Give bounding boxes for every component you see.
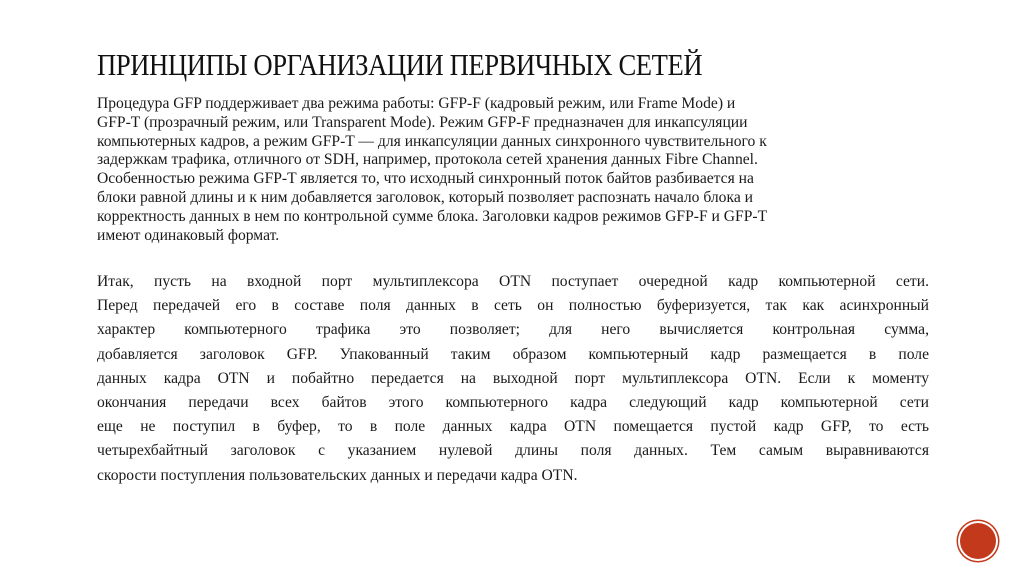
- slide-badge-circle-icon: [960, 523, 996, 559]
- paragraph-otn-process: [97, 270, 929, 488]
- text-line: корректность данных в нем по контрольной сумме блока. Заголовки кадров режимов GFP-F и GFP-T: [97, 207, 768, 225]
- text-line: блоки равной длины и к ним добавляется заголовок, который позволяет распознать начало блока и: [97, 188, 753, 206]
- text-line: Перед передачей его в составе поля данных в сеть он полностью буферизуется, так как асинхронный: [97, 297, 929, 315]
- paragraph-gfp-modes: [97, 95, 935, 245]
- text-line: Особенностью режима GFP-T является то, что исходный синхронный поток байтов разбивается на: [97, 170, 754, 188]
- text-line: характер компьютерного трафика это позволяет; для него вычисляется контрольная сумма,: [97, 321, 929, 339]
- text-line: Итак, пусть на входной порт мультиплексора OTN поступает очередной кадр компьютерной сети.: [97, 273, 929, 290]
- text-line: задержкам трафика, отличного от SDH, например, протокола сетей хранения данных Fibre Channel.: [97, 151, 758, 169]
- text-line: добавляется заголовок GFP. Упакованный таким образом компьютерный кадр размещается в поле: [97, 345, 929, 363]
- text-line: Процедура GFP поддерживает два режима работы: GFP-F (кадровый режим, или Frame Mode) и: [97, 95, 736, 112]
- text-line: окончания передачи всех байтов этого компьютерного кадра следующий кадр компьютерной сети: [97, 394, 929, 412]
- slide-title: ПРИНЦИПЫ ОРГАНИЗАЦИИ ПЕРВИЧНЫХ СЕТЕЙ: [97, 47, 703, 82]
- text-line: компьютерных кадров, а режим GFP-T — для инкапсуляции данных синхронного чувствительного к: [97, 132, 767, 150]
- text-line: еще не поступил в буфер, то в поле данных кадра OTN помещается пустой кадр GFP, то есть: [97, 418, 929, 436]
- text-line: имеют одинаковый формат.: [97, 226, 280, 244]
- text-line: четырехбайтный заголовок с указанием нулевой длины поля данных. Тем самым выравниваются: [97, 442, 929, 460]
- text-line: GFP-T (прозрачный режим, или Transparent Mode). Режим GFP-F предназначен для инкапсуляции: [97, 113, 748, 131]
- text-line: скорости поступления пользовательских данных и передачи кадра OTN.: [97, 466, 578, 484]
- text-line: данных кадра OTN и побайтно передается на выходной порт мультиплексора OTN. Если к моменту: [97, 369, 929, 387]
